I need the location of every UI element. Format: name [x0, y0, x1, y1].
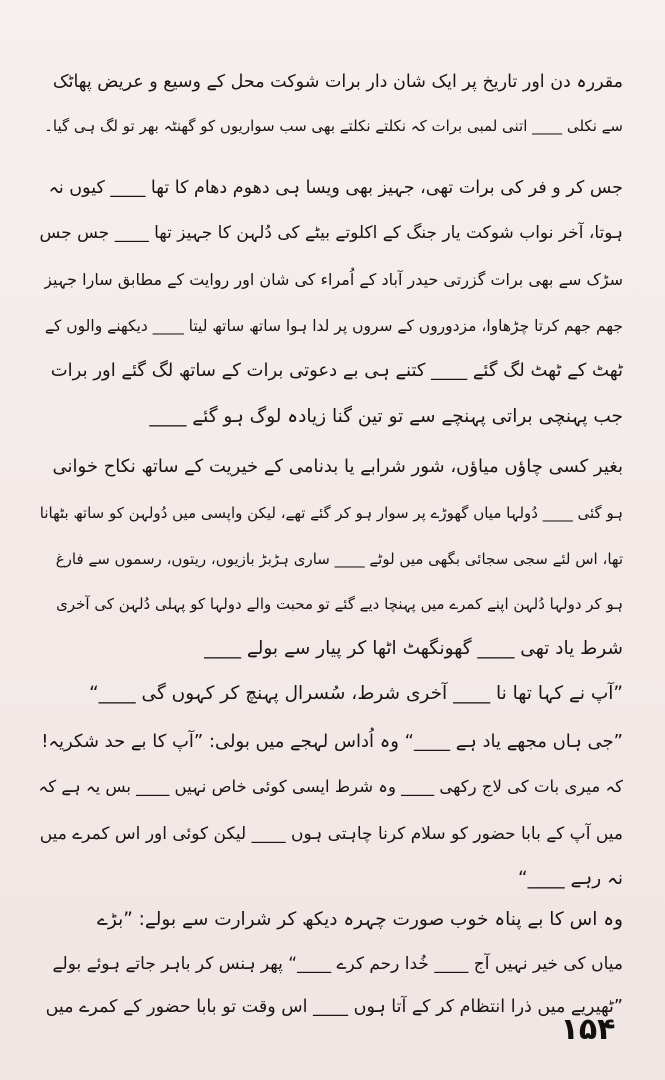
text-line: بغیر کسی چاؤں میاؤں، شور شرابے یا بدنامی کے خیریت کے ساتھ نکاح خوانی	[52, 456, 623, 477]
text-line: سے نکلی ____ اتنی لمبی برات کہ نکلتے نکلتے بھی سب سواریوں کو گھنٹہ بھر تو لگ ہی گیا۔	[44, 117, 623, 135]
text-line: ہوتا، آخر نواب شوکت یار جنگ کے اکلوتے بیٹے کی دُلہن کا جہیز تھا ____ جس جس	[39, 223, 623, 243]
text-line: وہ اس کا بے پناہ خوب صورت چہرہ دیکھ کر شرارت سے بولے: ”بڑے	[97, 909, 623, 930]
text-line: شرط یاد تھی ____ گھونگھٹ اٹھا کر پیار سے بولے ____	[204, 638, 623, 659]
page-number: ۱۵۴	[560, 1012, 616, 1047]
text-line: کہ میری بات کی لاج رکھی ____ وہ شرط ایسی کوئی خاص نہیں ____ بس یہ ہے کہ	[38, 777, 623, 796]
text-line: ”ٹھیریے میں ذرا انتظام کر کے آتا ہوں ____ اس وقت تو بابا حضور کے کمرے میں	[45, 997, 623, 1017]
text-line: میاں کی خیر نہیں آج ____ خُدا رحم کرے ____“ پھر ہنس کر باہر جاتے ہوئے بولے	[52, 954, 623, 974]
text-line: نہ رہے ____“	[518, 868, 623, 889]
text-line: مقررہ دن اور تاریخ پر ایک شان دار برات شوکت محل کے وسیع و عریض پھاٹک	[52, 72, 623, 92]
text-line: ”آپ نے کہا تھا نا ____ آخری شرط، سُسرال پہنچ کر کہوں گی ____“	[89, 683, 623, 704]
text-line: سڑک سے بھی برات گزرتی حیدر آباد کے اُمراء کی شان اور روایت کے مطابق سارا جہیز	[44, 270, 623, 289]
text-line: جس کر و فر کی برات تھی، جہیز بھی ویسا ہی دھوم دھام کا تھا ____ کیوں نہ	[48, 178, 623, 198]
text-line: جھم جھم کرتا چڑھاوا، مزدوروں کے سروں پر لدا ہوا ساتھ ساتھ لیتا ____ دیکھنے والوں کے	[44, 317, 623, 335]
text-line: ٹھٹ کے ٹھٹ لگ گئے ____ کتنے ہی بے دعوتی برات کے ساتھ لگ گئے اور برات	[50, 360, 623, 381]
text-line: میں آپ کے بابا حضور کو سلام کرنا چاہتی ہوں ____ لیکن کوئی اور اس کمرے میں	[39, 824, 623, 844]
text-line: ”جی ہاں مجھے یاد ہے ____“ وہ اُداس لہجے میں بولی: ”آپ کا بے حد شکریہ!	[41, 731, 623, 752]
text-line: جب پہنچی براتی پہنچے سے تو تین گنا زیادہ لوگ ہو گئے ____	[149, 406, 623, 427]
text-line: ہو گئی ____ دُولہا میاں گھوڑے پر سوار ہو کر گئے تھے، لیکن واپسی میں دُولہن کو ساتھ بٹھانا	[39, 504, 623, 522]
text-line: ہو کر دولہا دُلہن اپنے کمرے میں پہنچا دیے گئے تو محبت والے دولہا کو پہلی دُلہن کی آخری	[56, 595, 623, 613]
text-line: تھا، اس لئے سجی سجائی بگھی میں لوٹے ____ ساری ہڑبڑ بازیوں، ریتوں، رسموں سے فارغ	[55, 550, 623, 568]
